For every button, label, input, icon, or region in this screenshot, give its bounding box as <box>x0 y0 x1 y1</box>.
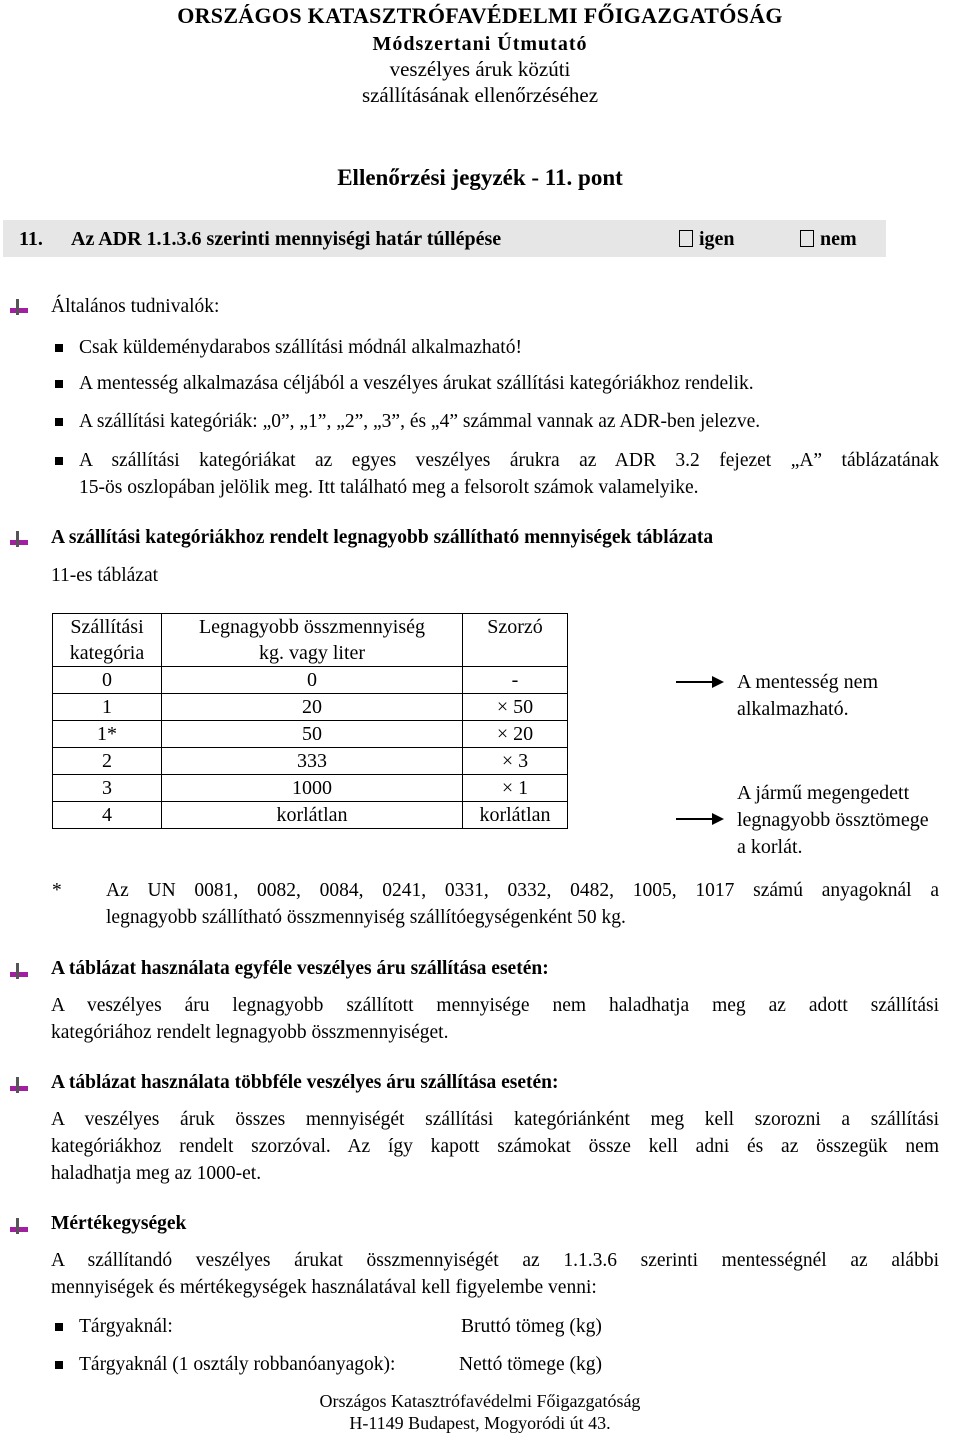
table-cell: × 3 <box>463 748 568 775</box>
single-line-1: A veszélyes áru legnagyobb szállított mennyisége nem haladhatja meg az adott szállítási <box>51 995 939 1016</box>
general-bullet-4: A szállítási kategóriákat az egyes veszélyes árukra az ADR 3.2 fejezet „A” táblázatának <box>79 450 939 471</box>
units-item-1-label: Tárgyaknál: <box>79 1316 173 1337</box>
units-item-2-value: Nettó tömege (kg) <box>459 1354 602 1375</box>
table-cell: 1 <box>53 694 162 721</box>
table-row <box>53 802 568 829</box>
table-row <box>53 667 568 694</box>
table-row <box>53 721 568 748</box>
table-cell: 0 <box>53 667 162 694</box>
bullet-icon <box>55 418 63 426</box>
general-bullet-4-cont: 15-ös oszlopában jelölik meg. Itt található meg a felsorolt számok valamelyike. <box>79 477 699 498</box>
header-cell: Szorzó <box>463 614 568 667</box>
table-caption: 11-es táblázat <box>51 565 159 586</box>
footnote-line-2: legnagyobb szállítható összmennyiség szállítóegységenként 50 kg. <box>106 907 626 928</box>
footnote-line-1: Az UN 0081, 0082, 0084, 0241, 0331, 0332, 0482, 1005, 1017 számú anyagoknál a <box>106 880 939 901</box>
table-row <box>53 775 568 802</box>
table-cell: - <box>463 667 568 694</box>
units-line-2: mennyiségek és mértékegységek használatával kell figyelembe venni: <box>51 1277 597 1298</box>
bullet-icon <box>55 1323 63 1331</box>
footnote-mark: * <box>52 880 62 901</box>
pointer-icon <box>10 299 28 315</box>
option-yes-label: igen <box>699 228 735 250</box>
table-cell: 4 <box>53 802 162 829</box>
table-cell: 333 <box>162 748 463 775</box>
table-row <box>53 748 568 775</box>
table-cell: × 1 <box>463 775 568 802</box>
checklist-point-bar <box>3 220 886 257</box>
bullet-icon <box>55 344 63 352</box>
pointer-icon <box>10 1218 28 1234</box>
arrow-icon <box>676 818 722 820</box>
arrow-icon <box>676 681 722 683</box>
multiple-line-2: kategóriákhoz rendelt szorzóval. Az így kapott számokat össze kell adni és az összegük nem <box>51 1136 939 1157</box>
category-table <box>52 613 568 829</box>
multiple-heading: A táblázat használata többféle veszélyes áru szállítása esetén: <box>51 1072 559 1093</box>
table-cell: 1* <box>53 721 162 748</box>
doc-topic-line1: veszélyes áruk közúti <box>389 57 571 81</box>
table-cell: 0 <box>162 667 463 694</box>
point-text: Az ADR 1.1.3.6 szerinti mennyiségi határ túllépése <box>71 228 502 250</box>
org-title: ORSZÁGOS KATASZTRÓFAVÉDELMI FŐIGAZGATÓSÁG <box>177 3 783 28</box>
table-cell: korlátlan <box>463 802 568 829</box>
pointer-icon <box>10 963 28 979</box>
general-bullet-2: A mentesség alkalmazása céljából a veszélyes árukat szállítási kategóriákhoz rendelik. <box>79 373 754 394</box>
bullet-icon <box>55 457 63 465</box>
general-bullet-1: Csak küldeménydarabos szállítási módnál alkalmazható! <box>79 337 522 358</box>
multiple-line-1: A veszélyes áruk összes mennyiségét szállítási kategóriánként meg kell szorozni a szállítási <box>51 1109 939 1130</box>
table-cell: 20 <box>162 694 463 721</box>
checkbox-icon[interactable] <box>800 230 814 247</box>
multiple-line-3: haladhatja meg az 1000-et. <box>51 1163 262 1184</box>
header-cell: Szállítási kategória <box>53 614 162 667</box>
page-footer <box>0 1390 960 1434</box>
table-cell: 3 <box>53 775 162 802</box>
note-vehicle-mass-limit: A jármű megengedett legnagyobb össztömege a korlát. <box>737 782 929 858</box>
general-bullet-3: A szállítási kategóriák: „0”, „1”, „2”, „3”, és „4” számmal vannak az ADR-ben jelezve. <box>79 411 761 432</box>
pointer-icon <box>10 1077 28 1093</box>
units-item-1-value: Bruttó tömeg (kg) <box>461 1316 602 1337</box>
point-number: 11. <box>19 228 43 250</box>
general-heading: Általános tudnivalók: <box>51 296 220 317</box>
single-line-2: kategóriához rendelt legnagyobb összmennyiséget. <box>51 1022 449 1043</box>
units-item-2-label: Tárgyaknál (1 osztály robbanóanyagok): <box>79 1354 396 1375</box>
table-heading: A szállítási kategóriákhoz rendelt legnagyobb szállítható mennyiségek táblázata <box>51 527 714 548</box>
checkbox-icon[interactable] <box>679 230 693 247</box>
units-heading: Mértékegységek <box>51 1213 187 1234</box>
footer-line-2: H-1149 Budapest, Mogyoródi út 43. <box>349 1413 611 1433</box>
option-no-label: nem <box>820 228 857 250</box>
table-cell: × 20 <box>463 721 568 748</box>
pointer-icon <box>10 531 28 547</box>
option-no[interactable] <box>800 228 857 251</box>
table-header-row <box>53 614 568 667</box>
doc-topic-line2: szállításának ellenőrzéséhez <box>361 83 599 107</box>
table-cell: korlátlan <box>162 802 463 829</box>
table-cell: 50 <box>162 721 463 748</box>
table-cell: × 50 <box>463 694 568 721</box>
table-cell: 1000 <box>162 775 463 802</box>
units-line-1: A szállítandó veszélyes árukat összmennyiségét az 1.1.3.6 szerinti mentességnél az alábbi <box>51 1250 939 1271</box>
header-cell: Legnagyobb összmennyiség kg. vagy liter <box>162 614 463 667</box>
footer-line-1: Országos Katasztrófavédelmi Főigazgatóság <box>319 1391 641 1411</box>
table-cell: 2 <box>53 748 162 775</box>
single-heading: A táblázat használata egyféle veszélyes áru szállítása esetén: <box>51 958 549 979</box>
bullet-icon <box>55 380 63 388</box>
table-row <box>53 694 568 721</box>
note-exemption-not-applicable: A mentesség nem alkalmazható. <box>737 671 879 720</box>
page-title: Ellenőrzési jegyzék - 11. pont <box>337 165 623 190</box>
bullet-icon <box>55 1361 63 1369</box>
option-yes[interactable] <box>679 228 735 251</box>
doc-subtitle: Módszertani Útmutató <box>372 33 588 55</box>
